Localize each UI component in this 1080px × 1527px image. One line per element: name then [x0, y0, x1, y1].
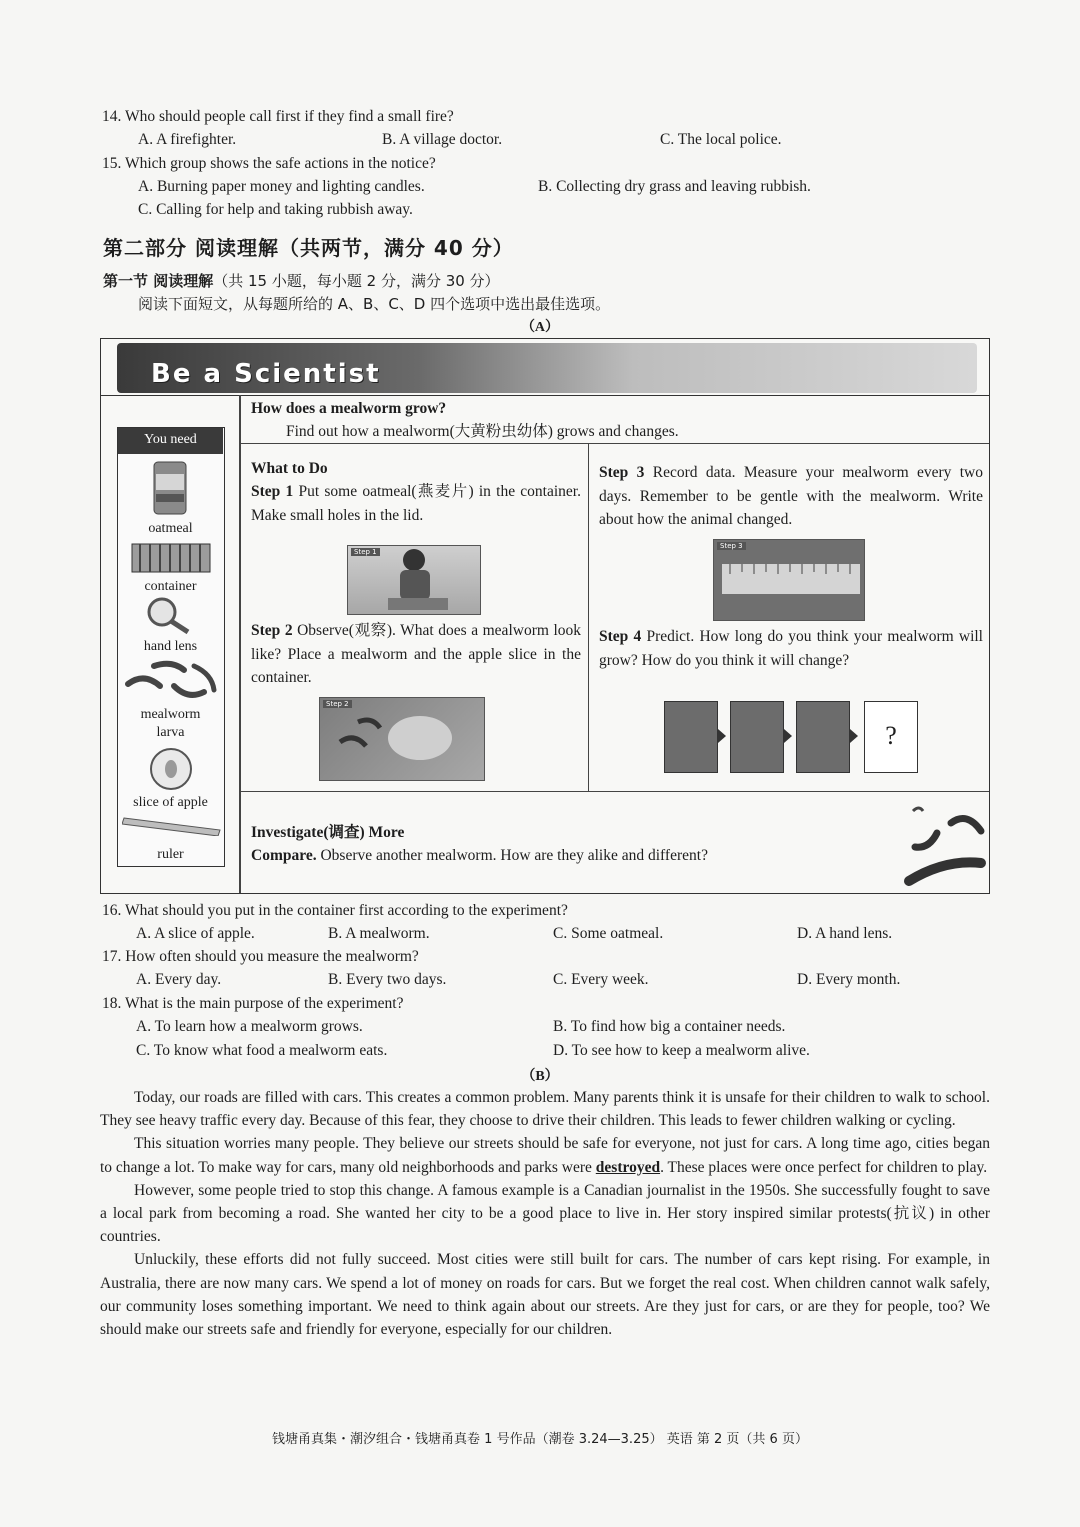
growth-stage-2 — [730, 701, 784, 773]
you-need-heading: You need — [118, 428, 223, 454]
container-icon — [130, 540, 212, 576]
step-4-body: Predict. How long do you think your mealworm will grow? How do you think it will change? — [599, 628, 983, 669]
question-17-option-a: A. Every day. — [136, 971, 222, 988]
investigate-heading: Investigate(调查) More — [251, 824, 405, 841]
question-18-option-d: D. To see how to keep a mealworm alive. — [553, 1042, 810, 1059]
question-15-stem: 15. Which group shows the safe actions in the notice? — [102, 155, 436, 172]
step-1-text — [251, 480, 581, 527]
step-3-label: Step 3 — [599, 464, 645, 481]
need-item-slice-of-apple: slice of apple — [133, 795, 208, 810]
question-16-option-d: D. A hand lens. — [797, 925, 893, 942]
question-17-option-b: B. Every two days. — [328, 971, 447, 988]
ruler-icon — [122, 812, 222, 836]
section-one-title: 第一节 阅读理解 — [103, 272, 214, 290]
step-2-body: Observe(观察). What does a mealworm look like? Place a mealworm and the apple slice in the container. — [251, 622, 581, 686]
passage-b-paragraph-4: Unluckily, these efforts did not fully succeed. Most cities were still built for cars. The number of cars kept rising. For example, in Australia, there are now many cars. We spend a lot of money on roads for cars. But we forget the real cost. When children cannot walk safely, our community loses something important. We need to think again about our streets. Are they just for cars, or are they for people, too? We should make our streets safe and friendly for everyone, especially for our children. — [100, 1251, 990, 1339]
passage-a-label: （A） — [520, 320, 560, 335]
page-footer: 钱塘甬真集・潮汐组合・钱塘甬真卷 1 号作品（潮卷 3.24—3.25） 英语 第 2 页（共 6 页） — [272, 1432, 808, 1447]
part-two-heading: 第二部分 阅读理解（共两节，满分 40 分） — [103, 236, 514, 260]
compare-body: Observe another mealworm. How are they alike and different? — [316, 847, 708, 864]
need-item-hand-lens: hand lens — [143, 639, 198, 654]
oatmeal-can-icon — [152, 460, 188, 516]
step-4-text — [599, 625, 983, 672]
question-16-option-b: B. A mealworm. — [328, 925, 430, 942]
question-18-option-c: C. To know what food a mealworm eats. — [136, 1042, 388, 1059]
step-1-photo-tag: Step 1 — [351, 548, 380, 556]
question-16-stem: 16. What should you put in the container first according to the experiment? — [102, 902, 568, 919]
question-15-option-b: B. Collecting dry grass and leaving rubbish. — [538, 178, 811, 195]
question-14-stem: 14. Who should people call first if they find a small fire? — [102, 108, 454, 125]
child-pouring-oatmeal-illustration — [348, 546, 480, 614]
hand-lens-icon — [144, 596, 194, 636]
step-1-label: Step 1 — [251, 483, 294, 500]
step-2-photo-tag: Step 2 — [323, 700, 352, 708]
arrow-icon — [784, 729, 792, 743]
mealworms-icon — [881, 803, 987, 891]
need-item-oatmeal: oatmeal — [148, 521, 193, 536]
apple-slice-icon — [148, 746, 194, 792]
banner — [117, 343, 977, 393]
passage-b-paragraph-1: Today, our roads are filled with cars. This creates a common problem. Many parents think it is unsafe for their children to walk to school. They see heavy traffic every day. Because of this fear, they choose to drive their children. This leads to fewer children walking or cycling. — [100, 1089, 990, 1130]
step-3-photo-tag: Step 3 — [717, 542, 746, 550]
step-2-photo — [319, 697, 485, 781]
question-16-option-a: A. A slice of apple. — [136, 925, 255, 942]
step-4-label: Step 4 — [599, 628, 642, 645]
mealworm-larva-icon — [124, 656, 220, 704]
passage-b-paragraph-2 — [100, 1132, 990, 1178]
what-to-do-heading: What to Do — [251, 460, 328, 477]
step-1-photo — [347, 545, 481, 615]
step-2-text — [251, 619, 581, 690]
passage-b — [100, 1086, 990, 1341]
need-item-mealworm: mealworm — [140, 707, 201, 722]
paragraph-2-before: This situation worries many people. They believe our streets should be safe for everyone, not just for cars. A long time ago, cities began to change a lot. To make way for cars, many old neighborhoods and parks were — [100, 1135, 990, 1176]
step-3-text — [599, 461, 983, 532]
mealworm-intro: Find out how a mealworm(大黄粉虫幼体) grows and changes. — [286, 423, 679, 440]
underlined-word-destroyed: destroyed — [595, 1158, 661, 1176]
question-18-stem: 18. What is the main purpose of the experiment? — [102, 995, 404, 1012]
question-14-option-c: C. The local police. — [660, 131, 782, 148]
growth-stage-1 — [664, 701, 718, 773]
section-one-heading — [103, 270, 500, 291]
step-2-label: Step 2 — [251, 622, 293, 639]
arrow-icon — [850, 729, 858, 743]
section-one-detail: （共 15 小题，每小题 2 分，满分 30 分） — [213, 272, 500, 290]
question-16-option-c: C. Some oatmeal. — [553, 925, 664, 942]
need-item-ruler: ruler — [157, 847, 184, 862]
passage-b-label: （B） — [521, 1069, 559, 1084]
instruction: 阅读下面短文，从每题所给的 A、B、C、D 四个选项中选出最佳选项。 — [138, 295, 611, 313]
question-17-stem: 17. How often should you measure the mealworm? — [102, 948, 419, 965]
growth-stage-3 — [796, 701, 850, 773]
need-item-larva: larva — [156, 725, 185, 740]
mealworm-on-apple-illustration — [320, 698, 484, 780]
step-3-body: Record data. Measure your mealworm every two days. Remember to be gentle with the mealworm. Write about how the animal changed. — [599, 464, 983, 528]
question-17-option-c: C. Every week. — [553, 971, 649, 988]
step-3-photo — [713, 539, 865, 621]
ruler-measurement-illustration — [714, 540, 864, 620]
question-14-option-a: A. A firefighter. — [138, 131, 237, 148]
question-14-option-b: B. A village doctor. — [382, 131, 503, 148]
question-15-option-a: A. Burning paper money and lighting candles. — [138, 178, 425, 195]
need-item-container: container — [144, 579, 197, 594]
science-activity-box — [100, 338, 990, 894]
you-need-panel — [117, 427, 225, 867]
question-17-option-d: D. Every month. — [797, 971, 901, 988]
passage-b-paragraph-3: However, some people tried to stop this change. A famous example is a Canadian journalist in the 1950s. She successfully fought to save a local park from becoming a road. She wanted her city to be a good place to live in. Her story inspired similar protests(抗议) in other countries. — [100, 1181, 990, 1246]
arrow-icon — [718, 729, 726, 743]
compare-label: Compare. — [251, 847, 317, 864]
step-1-body: Put some oatmeal(燕麦片) in the container. Make small holes in the lid. — [251, 483, 581, 524]
paragraph-2-after: . These places were once perfect for children to play. — [660, 1158, 988, 1176]
growth-stage-unknown: ? — [864, 701, 918, 773]
banner-title: Be a Scientist — [151, 359, 381, 389]
compare-text — [251, 844, 708, 868]
question-15-option-c: C. Calling for help and taking rubbish away. — [138, 201, 413, 218]
mealworm-question: How does a mealworm grow? — [251, 400, 447, 417]
question-18-option-b: B. To find how big a container needs. — [553, 1018, 786, 1035]
question-18-option-a: A. To learn how a mealworm grows. — [136, 1018, 363, 1035]
